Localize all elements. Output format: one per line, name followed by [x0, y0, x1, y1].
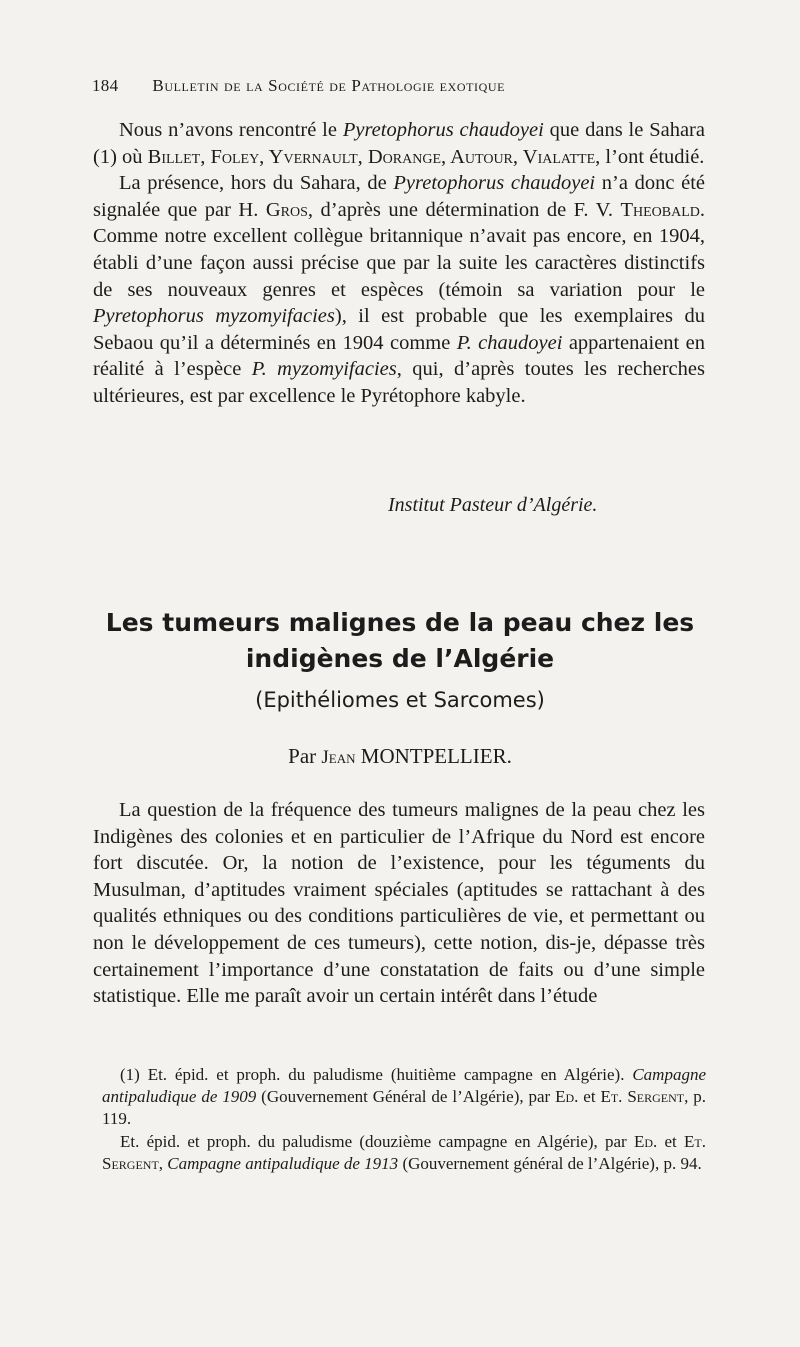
footnotes [102, 1064, 706, 1175]
author-first-name: Jean [321, 747, 356, 768]
continued-text [93, 117, 705, 410]
body-paragraph: La question de la fréquence des tumeurs malignes de la peau chez les Indigènes des colonies et en particulier de l’Afrique du Nord est encore fort discutée. Or, la notion de l’existence, pour les téguments du Musulman, d’aptitudes vraiment spéciales (aptitudes se rattachant à des qualités ethniques ou des conditions particulières de vie, et permettant ou non le développement de ces tumeurs), cette notion, dis-je, dépasse très certainement l’importance d’une constatation de faits ou d’une simple statistique. Elle me paraît avoir un certain intérêt dans l’étude [93, 799, 705, 1008]
byline: Par Jean MONTPELLIER. [288, 744, 512, 768]
article-title-line-1: Les tumeurs malignes de la peau chez les [105, 608, 695, 637]
running-header [92, 76, 712, 96]
signature: Institut Pasteur d’Algérie. [388, 494, 598, 516]
article-body [93, 797, 705, 1010]
paragraph-2: La présence, hors du Sahara, de Pyretophorus chaudoyei n’a donc été signalée que par H. Gros, d’après une détermination de F. V. Theobald. Comme notre excellent collègue britannique n’avait pas encore, en 1904, établi d’une façon aussi précise que par la suite les caractères distinctifs de ses nouveaux genres et espèces (témoin sa variation pour le Pyretophorus myzomyifacies), il est probable que les exemplaires du Sebaou qu’il a déterminés en 1904 comme P. chaudoyei appartenaient en réalité à l’espèce P. myzomyifacies, qui, d’après toutes les recherches ultérieures, est par excellence le Pyrétophore kabyle. [93, 172, 706, 407]
article-subtitle: (Epithéliomes et Sarcomes) [255, 688, 545, 712]
footnote-1: (1) Et. épid. et proph. du paludisme (huitième campagne en Algérie). Campagne antipaludique de 1909 (Gouvernement Général de l’Algérie), par Ed. et Et. Sergent, p. 119. [102, 1065, 706, 1128]
footnote-2: Et. épid. et proph. du paludisme (douzième campagne en Algérie), par Ed. et Et. Sergent, Campagne antipaludique de 1913 (Gouvernement général de l’Algérie), p. 94. [102, 1132, 706, 1174]
article-title-line-2: indigènes de l’Algérie [245, 644, 555, 673]
paragraph-1: Nous n’avons rencontré le Pyretophorus chaudoyei que dans le Sahara (1) où Billet, Foley, Yvernault, Dorange, Autour, Vialatte, l’ont étudié. [93, 119, 705, 168]
author-names: Billet, Foley, Yvernault, Dorange, Autour, Vialatte [147, 145, 596, 168]
journal-title: Bulletin de la Société de Pathologie exotique [152, 76, 506, 95]
author-last-name: MONTPELLIER. [355, 744, 512, 768]
page-number: 184 [92, 76, 119, 95]
